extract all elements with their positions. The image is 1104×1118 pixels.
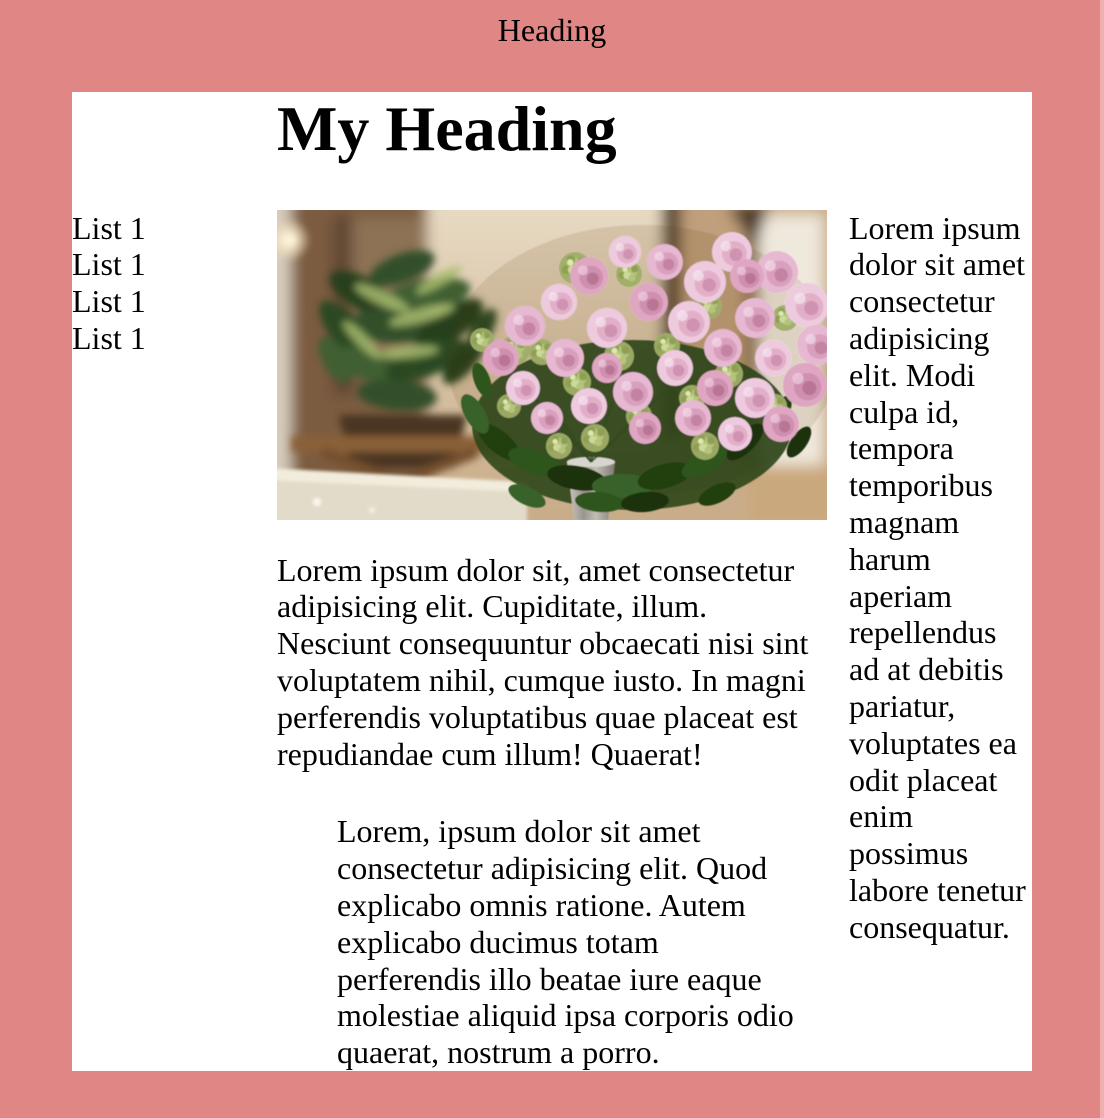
list-item: List 1 [72, 246, 146, 283]
left-list [72, 210, 277, 1071]
paragraph-1: Lorem ipsum dolor sit, amet consectetur adipisicing elit. Cupiditate, illum. Nesciunt consequuntur obcaecati nisi sint voluptatem nihil, cumque iusto. In magni perferendis voluptatibus quae placeat est repudiandae cum illum! Quaerat! [277, 551, 809, 772]
flowers-photo-art [277, 210, 827, 520]
list-item: List 1 [72, 209, 146, 246]
right-paragraph: Lorem ipsum dolor sit amet consectetur adipisicing elit. Modi culpa id, tempora temporibus magnam harum aperiam repellendus ad at debitis pariatur, voluptates ea odit placeat enim possimus labore tenetur consequatur. [849, 209, 1026, 945]
list-item: List 1 [72, 319, 146, 356]
paragraph-2-indented: Lorem, ipsum dolor sit amet consectetur adipisicing elit. Quod explicabo omnis ratione. Autem explicabo ducimus totam perferendis illo beatae iure eaque molestiae aliquid ipsa corporis odio quaerat, nostrum a porro. [337, 813, 794, 1071]
list-item: List 1 [72, 283, 146, 320]
three-column-row [72, 210, 1032, 1071]
main-heading: My Heading [277, 93, 617, 164]
right-column [849, 210, 1032, 1071]
flowers-photo [277, 210, 827, 520]
content-container [72, 92, 1032, 1071]
scrollbar-track[interactable] [1100, 0, 1104, 1118]
page-top-heading: Heading [497, 12, 607, 48]
main-column [277, 210, 849, 1071]
